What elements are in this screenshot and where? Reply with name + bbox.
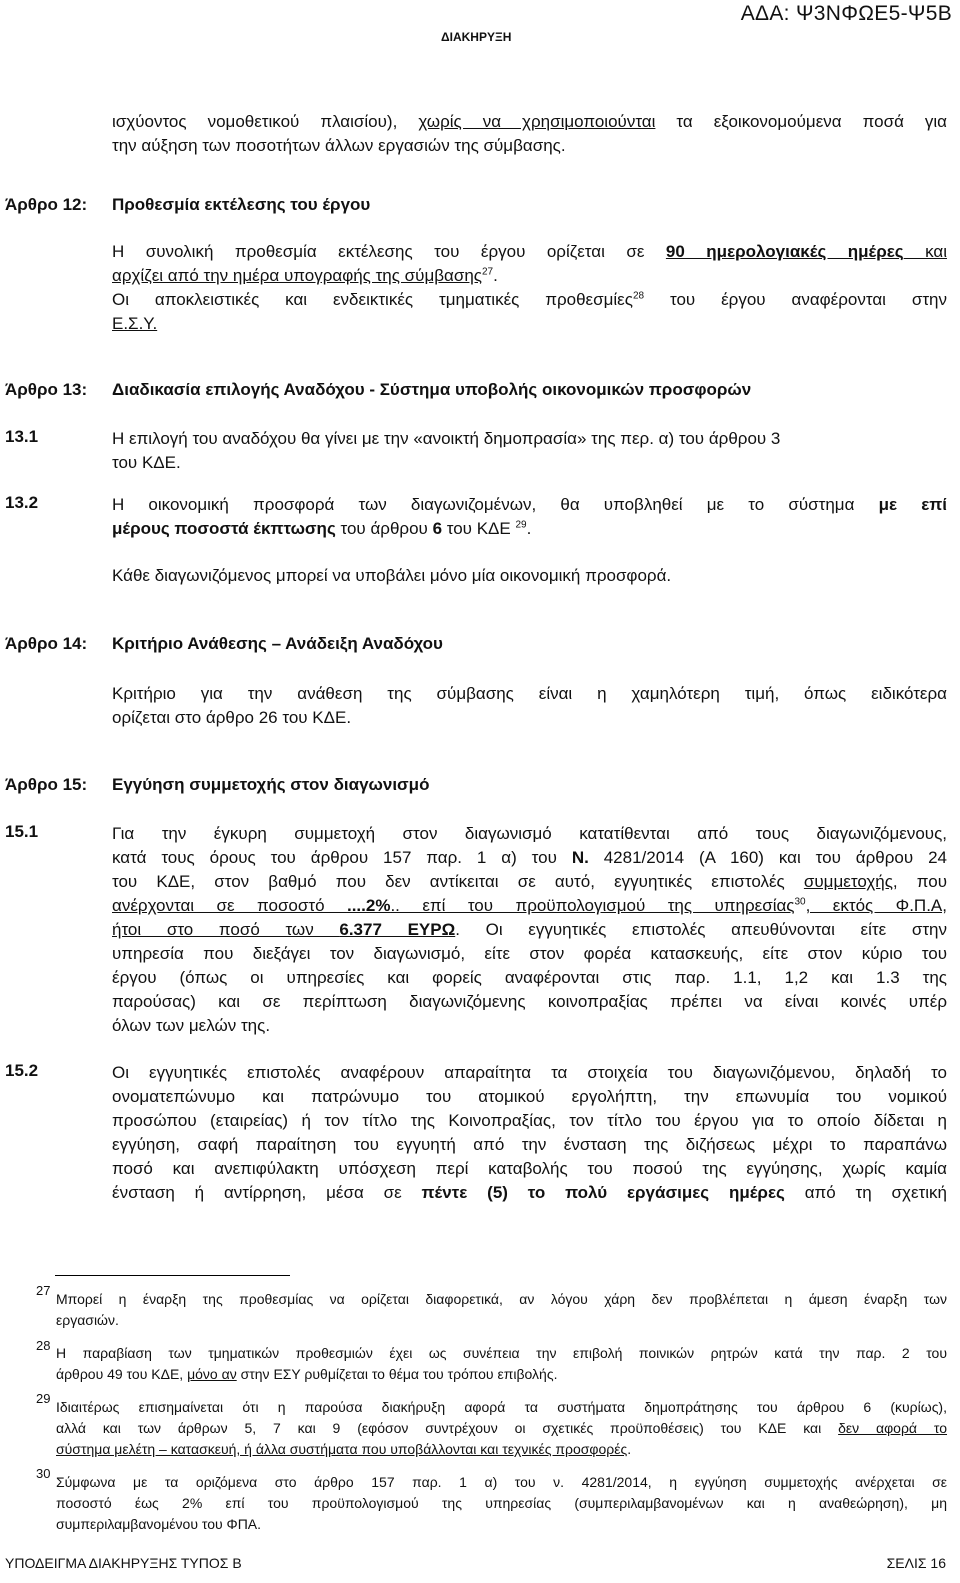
section-15-1-line-5: ήτοι στο ποσό των 6.377 ΕΥΡΩ. Οι εγγυητικές επιστολές απευθύνονται είτε στην	[112, 920, 947, 939]
section-15-1-line-9: όλων των μελών της.	[112, 1016, 271, 1035]
article-12-label: Άρθρο 12:	[5, 195, 88, 214]
section-13-2-number: 13.2	[5, 493, 39, 512]
footnote-29-line-3: σύστημα μελέτη – κατασκευή, ή άλλα συστήματα που υποβάλλονται και τεχνικές προσφορές.	[56, 1441, 632, 1457]
footnote-ref-27: 27	[482, 266, 494, 278]
top-line-1: ισχύοντος νομοθετικού πλαισίου), χωρίς να χρησιμοποιούνται τα εξοικονομούμενα ποσά για	[112, 112, 948, 131]
section-15-1-line-8: παρούσας) και σε περίπτωση διαγωνιζόμενης κοινοπραξίας πρέπει να είναι κοινές υπέρ	[112, 992, 947, 1011]
article-12-line-4: Ε.Σ.Υ.	[112, 314, 158, 333]
section-15-2-number: 15.2	[5, 1061, 39, 1080]
footnote-29-line-1: Ιδιαιτέρως επισημαίνεται ότι η παρούσα διακήρυξη αφορά τα συστήματα δημοπράτησης του άρθρου 6 (κυρίως),	[56, 1399, 947, 1415]
footnote-29-line-2: αλλά και των άρθρων 5, 7 και 9 (εφόσον συντρέχουν οι σχετικές προϋποθέσεις) του ΚΔΕ και δεν αφορά το	[56, 1420, 948, 1436]
article-13-label: Άρθρο 13:	[5, 380, 88, 399]
section-13-2-line-3: Κάθε διαγωνιζόμενος μπορεί να υποβάλει μόνο μία οικονομική προσφορά.	[112, 566, 672, 585]
footnote-27-line-2: εργασιών.	[56, 1312, 119, 1328]
section-13-1-line-2: του ΚΔΕ.	[112, 453, 181, 472]
footnote-ref-28: 28	[632, 290, 645, 302]
section-15-1-number: 15.1	[5, 822, 39, 841]
article-12-title: Προθεσμία εκτέλεσης του έργου	[112, 195, 371, 214]
footnote-ref-30: 30	[794, 896, 806, 908]
section-15-2-line-4: εγγύηση, σαφή παραίτηση του εγγυητή από την ένσταση της διζήσεως μέχρι το παραπάνω	[112, 1135, 947, 1154]
footnote-27-line-1: Μπορεί η έναρξη της προθεσμίας να ορίζεται διαφορετικά, αν λόγου χάρη δεν προβλέπεται η άμεση έναρξη των	[56, 1291, 947, 1307]
footnote-27-number: 27	[36, 1283, 51, 1298]
section-13-2-line-2: μέρους ποσοστά έκπτωσης του άρθρου 6 του ΚΔΕ $^{29}$.	[112, 519, 532, 538]
section-13-1-line-1: Η επιλογή του αναδόχου θα γίνει με την «ανοικτή δημοπρασία» της περ. α) του άρθρου 3	[112, 429, 781, 448]
footnote-28-number: 28	[36, 1338, 51, 1353]
article-14-line-1: Κριτήριο για την ανάθεση της σύμβασης είναι η χαμηλότερη τιμή, όπως ειδικότερα	[112, 684, 947, 703]
footnote-29-number: 29	[36, 1391, 51, 1406]
footnote-30-line-3: συμπεριλαμβανομένου του ΦΠΑ.	[56, 1516, 262, 1532]
section-15-1-line-6: υπηρεσία που διεξάγει τον διαγωνισμό, είτε στον φορέα κατασκευής, είτε στον κύριο του	[112, 944, 947, 963]
document-kind: ΔΙΑΚΗΡΥΞΗ	[441, 30, 512, 44]
ada-code: ΑΔΑ: Ψ3ΝΦΩΕ5-Ψ5Β	[740, 2, 952, 25]
article-15-title: Εγγύηση συμμετοχής στον διαγωνισμό	[112, 775, 430, 794]
section-15-1-line-7: έργου (όπως οι υπηρεσίες και φορείς αναφέρονται στις παρ. 1.1, 1,2 και 1.3 της	[112, 968, 947, 987]
page-number: ΣΕΛΙΣ 16	[886, 1555, 946, 1571]
section-15-2-line-5: ποσό και ανεπιφύλακτη υπόσχεση περί καταβολής του ποσού της εγγύησης, χωρίς καμία	[112, 1159, 947, 1178]
article-13-title: Διαδικασία επιλογής Αναδόχου - Σύστημα υποβολής οικονομικών προσφορών	[112, 380, 752, 399]
section-13-2-line-1: Η οικονομική προσφορά των διαγωνιζομένων, θα υποβληθεί με το σύστημα με επί	[112, 495, 948, 514]
section-15-1-line-2: κατά τους όρους του άρθρου 157 παρ. 1 α) του Ν. 4281/2014 (Α 160) και του άρθρου 24	[112, 848, 947, 867]
section-15-1-line-1: Για την έγκυρη συμμετοχή στον διαγωνισμό κατατίθενται από τους διαγωνιζόμενους,	[112, 824, 947, 843]
footnote-30-number: 30	[36, 1466, 51, 1481]
section-15-1-line-3: του ΚΔΕ, στον βαθμό που δεν αντίκειται σε αυτό, εγγυητικές επιστολές συμμετοχής, που	[112, 872, 948, 891]
article-12-line-1: Η συνολική προθεσμία εκτέλεσης του έργου ορίζεται σε 90 ημερολογιακές ημέρες και	[112, 242, 948, 261]
article-12-line-2: αρχίζει από την ημέρα υπογραφής της σύμβασης$^{27}$.	[112, 266, 498, 285]
footer-left: ΥΠΟΔΕΙΓΜΑ ΔΙΑΚΗΡΥΞΗΣ ΤΥΠΟΣ Β	[5, 1555, 242, 1571]
section-15-2-line-1: Οι εγγυητικές επιστολές αναφέρουν απαραίτητα τα στοιχεία του διαγωνιζόμενου, δηλαδή το	[112, 1063, 947, 1082]
section-13-1-number: 13.1	[5, 427, 39, 446]
footnote-28-line-1: Η παραβίαση των τμηματικών προθεσμιών έχει ως συνέπεια την επιβολή ποινικών ρητρών κατά την παρ. 2 του	[56, 1345, 947, 1361]
article-14-title: Κριτήριο Ανάθεσης – Ανάδειξη Αναδόχου	[112, 634, 443, 653]
section-15-2-line-3: προσώπου (εταιρείας) ή τον τίτλο της Κοινοπραξίας, τον τίτλο του έργου για το οποίο δίδεται η	[112, 1111, 947, 1130]
footnote-ref-29: 29	[515, 519, 527, 531]
article-14-line-2: ορίζεται στο άρθρο 26 του ΚΔΕ.	[112, 708, 352, 727]
article-15-label: Άρθρο 15:	[5, 775, 88, 794]
section-15-1-line-4: ανέρχονται σε ποσοστό ....2%.. επί του προϋπολογισμού της υπηρεσίας$^{30}$, εκτός Φ.Π.Α,	[112, 896, 947, 915]
section-15-2-line-6: ένσταση ή αντίρρηση, μέσα σε πέντε (5) το πολύ εργάσιμες ημέρες από τη σχετική	[112, 1183, 947, 1202]
article-12-line-3: Οι αποκλειστικές και ενδεικτικές τμηματικές προθεσμίες$^{28}$ του έργου αναφέρονται στην	[112, 290, 947, 309]
footnote-30-line-1: Σύμφωνα με τα οριζόμενα στο άρθρο 157 παρ. 1 α) του ν. 4281/2014, η εγγύηση συμμετοχής ανέρχεται σε	[56, 1474, 947, 1490]
footnote-30-line-2: ποσοστό έως 2% επί του προϋπολογισμού της υπηρεσίας (συμπεριλαμβανομένων και η αναθεώρηση), μη	[56, 1495, 947, 1511]
article-14-label: Άρθρο 14:	[5, 634, 88, 653]
footnote-28-line-2: άρθρου 49 του ΚΔΕ, μόνο αν στην ΕΣΥ ρυθμίζεται το θέμα του τρόπου επιβολής.	[56, 1366, 558, 1382]
footnote-separator	[55, 1275, 290, 1276]
top-line-2: την αύξηση των ποσοτήτων άλλων εργασιών της σύμβασης.	[112, 136, 566, 155]
section-15-2-line-2: ονοματεπώνυμο και πατρώνυμο του ατομικού εργολήπτη, την επωνυμία του νομικού	[112, 1087, 947, 1106]
